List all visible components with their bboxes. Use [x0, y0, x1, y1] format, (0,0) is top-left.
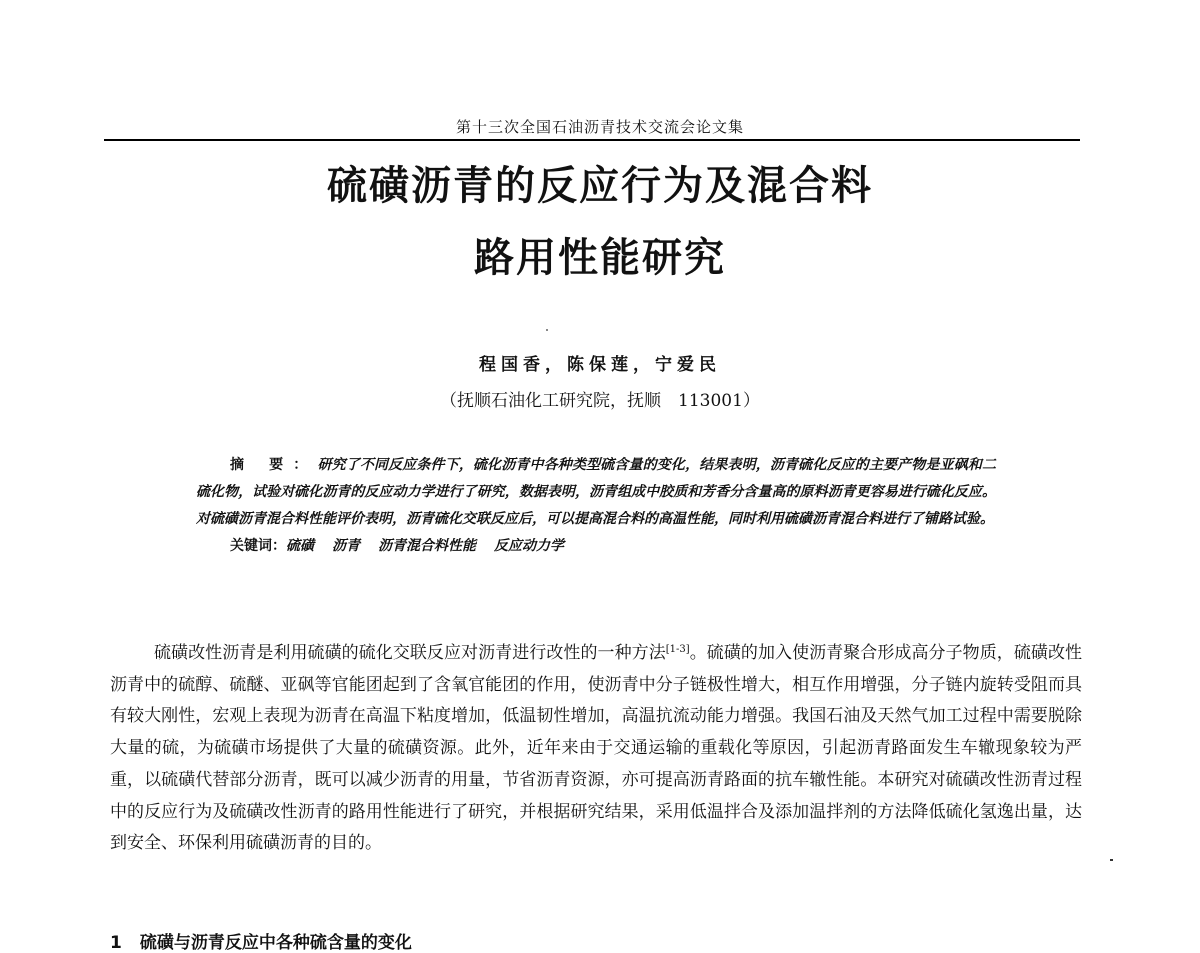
- running-header: 第十三次全国石油沥青技术交流会论文集: [455, 118, 744, 136]
- keywords: [230, 533, 996, 560]
- citation: [1-3]: [665, 644, 690, 655]
- keyword: 沥青: [332, 538, 360, 554]
- scan-speck: [546, 329, 548, 331]
- paper-title-line-2: 路用性能研究: [474, 235, 726, 281]
- keyword: 反应动力学: [494, 538, 564, 554]
- keyword: 沥青混合料性能: [378, 538, 476, 554]
- body-text-run: 。硫磺的加入使沥青聚合形成高分子物质，硫磺改性沥青中的硫醇、硫醚、亚砜等官能团起到了含氧官能团的作用，使沥青中分子链极性增大，相互作用增强，分子链内旋转受阻而具有较大刚性，宏观上表现为沥青在高温下粘度增加，低温韧性增加，高温抗流动能力增强。我国石油及天然气加工过程中需要脱除大量的硫，为硫磺市场提供了大量的硫磺资源。此外，近年来由于交通运输的重载化等原因，引起沥青路面发生车辙现象较为严重，以硫磺代替部分沥青，既可以减少沥青的用量，节省沥青资源，亦可提高沥青路面的抗车辙性能。本研究对硫磺改性沥青过程中的反应行为及硫磺改性沥青的路用性能进行了研究，并根据研究结果，采用低温拌合及添加温拌剂的方法降低硫化氢逸出量，达到安全、环保利用硫磺沥青的目的。: [110, 643, 1082, 854]
- section-number: 1: [110, 933, 122, 953]
- authors: 程国香，陈保莲，宁爱民: [479, 355, 721, 375]
- abstract-label: 摘 要：: [230, 457, 318, 473]
- abstract: [196, 452, 996, 560]
- keyword: 硫磺: [286, 538, 314, 554]
- paper-title-line-1: 硫磺沥青的反应行为及混合料: [327, 163, 873, 209]
- body-text: [110, 638, 1082, 860]
- section-title: 硫磺与沥青反应中各种硫含量的变化: [139, 933, 412, 953]
- keywords-label: 关键词：: [230, 538, 286, 554]
- section-heading: [110, 928, 412, 953]
- body-paragraph: [110, 638, 1082, 860]
- abstract-paragraph: [196, 452, 996, 533]
- affiliation: （抚顺石油化工研究院，抚顺 113001）: [440, 391, 760, 411]
- body-text-run: 硫磺改性沥青是利用硫磺的硫化交联反应对沥青进行改性的一种方法: [154, 643, 666, 663]
- scan-speck: [1110, 859, 1113, 861]
- abstract-text: 研究了不同反应条件下，硫化沥青中各种类型硫含量的变化，结果表明，沥青硫化反应的主要产物是亚砜和二硫化物，试验对硫化沥青的反应动力学进行了研究，数据表明，沥青组成中胶质和芳香分含量高的原料沥青更容易进行硫化反应。对硫磺沥青混合料性能评价表明，沥青硫化交联反应后，可以提高混合料的高温性能，同时利用硫磺沥青混合料进行了铺路试验。: [196, 457, 997, 527]
- header-rule: [104, 139, 1080, 141]
